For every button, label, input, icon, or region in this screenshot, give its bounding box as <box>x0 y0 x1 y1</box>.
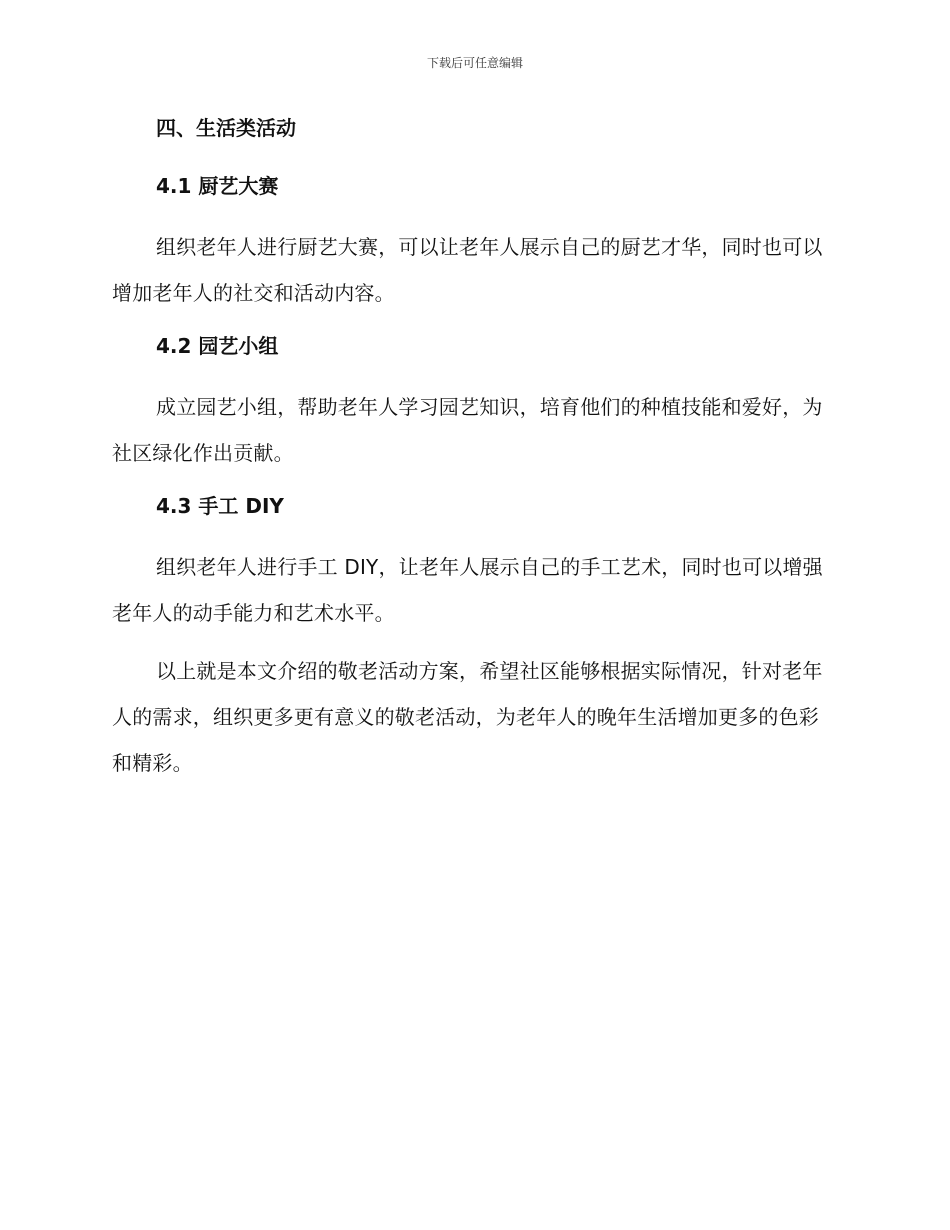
paragraph-cooking: 组织老年人进行厨艺大赛，可以让老年人展示自己的厨艺才华，同时也可以增加老年人的社交和活动内容。 <box>112 235 823 305</box>
paragraph-handcraft: 组织老年人进行手工 DIY，让老年人展示自己的手工艺术，同时也可以增强老年人的动手能力和艺术水平。 <box>112 555 823 625</box>
section-title: 四、生活类活动 <box>156 116 296 140</box>
subsection-title-gardening: 4.2 园艺小组 <box>156 334 279 358</box>
subsection-title-handcraft: 4.3 手工 DIY <box>156 494 284 518</box>
paragraph-gardening: 成立园艺小组，帮助老年人学习园艺知识，培育他们的种植技能和爱好，为社区绿化作出贡献。 <box>112 395 823 465</box>
subsection-title-cooking: 4.1 厨艺大赛 <box>156 174 279 198</box>
document-body <box>112 110 832 798</box>
page-header-note: 下载后可任意编辑 <box>426 56 523 70</box>
paragraph-conclusion: 以上就是本文介绍的敬老活动方案，希望社区能够根据实际情况，针对老年人的需求，组织更多更有意义的敬老活动，为老年人的晚年生活增加更多的色彩和精彩。 <box>112 659 823 775</box>
